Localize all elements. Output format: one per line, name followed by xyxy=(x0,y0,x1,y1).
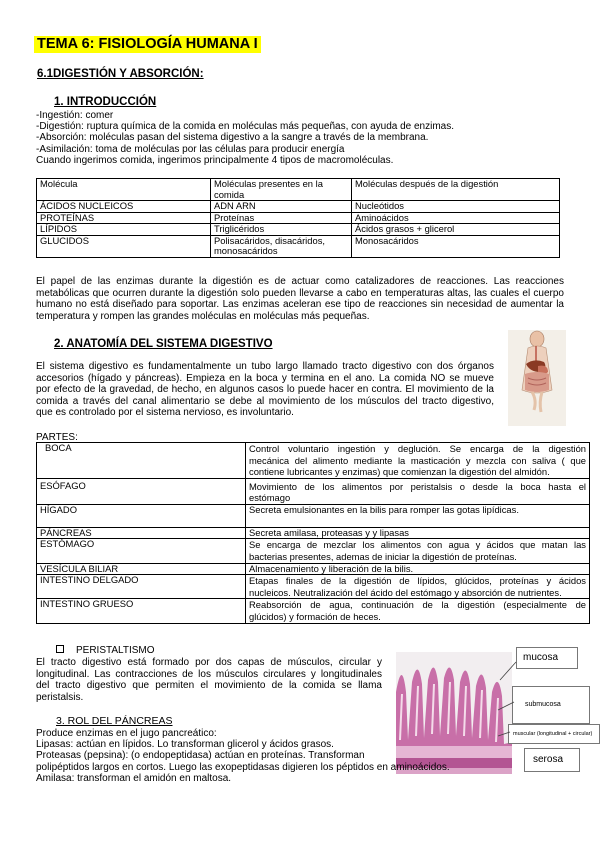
table-cell: ÁCIDOS NUCLEICOS xyxy=(37,201,211,213)
part-name: VESÍCULA BILIAR xyxy=(37,563,246,575)
intro-lines xyxy=(36,110,454,166)
muscular-label: muscular (longitudinal + circular) xyxy=(508,724,600,744)
table-cell: Nucleótidos xyxy=(352,201,560,213)
desc-line: bacterias presentes, ademas de iniciar la digestión de proteínas. xyxy=(249,551,517,563)
table-header-row xyxy=(37,179,560,201)
part-name: ESÓFAGO xyxy=(37,478,246,504)
table-row xyxy=(37,539,590,563)
desc-line: glúcidos) y formación de heces. xyxy=(249,610,381,622)
paragraph-line: El papel de las enzimas durante la digestión es de actuar como catalizadores de reacciones. Las reacciones xyxy=(36,276,564,287)
molecule-table xyxy=(36,178,560,258)
pancreas-lines xyxy=(36,728,450,784)
pancreas-line: polipéptidos largos en cortos. Luego las exopeptidasas digieren los péptidos en aminoácidos. xyxy=(36,761,450,773)
table-row xyxy=(37,575,590,599)
table-cell: Monosacáridos xyxy=(352,235,560,257)
table-cell: ADN ARN xyxy=(211,201,352,213)
table-row xyxy=(37,212,560,224)
paragraph-line: peristalsis. xyxy=(36,691,84,703)
desc-line: nucleicos. Neutralización del ácido del estómago y absorción de nutrientes. xyxy=(249,586,562,598)
desc-line: Control voluntario ingestión y deglución. Se encarga de la digestión xyxy=(249,443,586,454)
desc-line: Secreta emulsionantes en la bilis para romper las gotas lipídicas. xyxy=(249,503,519,515)
desc-line: Se encarga de mezclar los alimentos con agua y ácidos que matan las xyxy=(249,539,586,551)
table-cell: Proteínas xyxy=(211,212,352,224)
table-cell: GLUCIDOS xyxy=(37,235,211,257)
intro-line: Cuando ingerimos comida, ingerimos principalmente 4 tipos de macromoléculas. xyxy=(36,154,394,166)
paragraph-line: El sistema digestivo es fundamentalmente un tubo largo llamado tracto digestivo con dos órganos xyxy=(36,361,494,372)
part-name: BOCA xyxy=(37,443,246,479)
desc-line: Etapas finales de la digestión de lípidos, glúcidos, proteínas y ácidos xyxy=(249,575,586,587)
part-name: INTESTINO DELGADO xyxy=(37,575,246,599)
section-heading: 6.1DIGESTIÓN Y ABSORCIÓN: xyxy=(37,68,204,80)
table-header: Molécula xyxy=(37,179,211,201)
table-row xyxy=(37,443,590,479)
intro-heading: 1. INTRODUCCIÓN xyxy=(54,96,157,108)
page-title: TEMA 6: FISIOLOGÍA HUMANA I xyxy=(34,36,261,53)
pancreas-line: Produce enzimas en el jugo pancreático: xyxy=(36,728,217,739)
peristalsis-bullet xyxy=(56,645,155,656)
digestive-system-illustration xyxy=(508,330,566,426)
pancreas-line: Amilasa: transforman el amidón en maltosa. xyxy=(36,772,232,784)
peristalsis-paragraph xyxy=(36,657,382,703)
part-desc xyxy=(246,539,590,563)
desc-line: Reabsorción de agua, continuación de la digestión (especialmente de xyxy=(249,599,586,611)
submucosa-label: submucosa xyxy=(512,686,590,724)
table-header: Moléculas después de la digestión xyxy=(352,179,560,201)
part-desc xyxy=(246,575,590,599)
desc-line: Almacenamiento y liberación de la bilis. xyxy=(249,562,414,574)
table-header: Moléculas presentes en la comida xyxy=(211,179,352,201)
part-name: INTESTINO GRUESO xyxy=(37,599,246,623)
part-desc xyxy=(246,443,590,479)
part-desc xyxy=(246,478,590,504)
intro-line: -Ingestión: comer xyxy=(36,110,114,121)
paragraph-line: por efecto de la gravedad, de hecho, en algunos casos lo puede hacer en contra. El movimiento de la xyxy=(36,384,494,396)
part-name: PÁNCREAS xyxy=(37,527,246,539)
table-row xyxy=(37,201,560,213)
paragraph-line: El tracto digestivo está formado por dos capas de músculos, circular y xyxy=(36,657,382,668)
table-row xyxy=(37,599,590,623)
intro-line: -Absorción: moléculas pasan del sistema digestivo a la sangre a través de la membrana. xyxy=(36,132,429,144)
label-pointer-lines xyxy=(496,660,526,740)
pancreas-line: Proteasas (pepsina): (o endopeptidasa) actúan en proteínas. Transforman xyxy=(36,750,365,762)
intro-line: -Digestión: ruptura química de la comida en moléculas más pequeñas, con ayuda de enzimas. xyxy=(36,121,455,133)
table-row xyxy=(37,563,590,575)
part-desc xyxy=(246,563,590,575)
paragraph-line: temperatura y rompen las grandes moléculas en moléculas más pequeñas. xyxy=(36,310,370,322)
pancreas-heading: 3. ROL DEL PÁNCREAS xyxy=(56,715,173,727)
checkbox-bullet-icon xyxy=(56,645,64,653)
paragraph-line: comida a través del canal alimentario se debe al movimiento de los músculos del tracto digestivo, xyxy=(36,395,494,407)
paragraph-line: que es controlado por el sistema nervioso, es involuntario. xyxy=(36,407,294,419)
table-row xyxy=(37,527,590,539)
table-cell: Aminoácidos xyxy=(352,212,560,224)
parts-table xyxy=(36,442,590,624)
table-cell: Triglicéridos xyxy=(211,224,352,236)
desc-line: Secreta amilasa, proteasas y y lipasas xyxy=(249,526,409,538)
part-desc xyxy=(246,527,590,539)
serosa-label: serosa xyxy=(524,748,580,772)
table-cell: Polisacáridos, disacáridos, monosacáridos xyxy=(211,235,352,257)
paragraph-line: del tracto digestivo que permiten el movimiento de la comida se llama xyxy=(36,680,382,692)
part-desc xyxy=(246,504,590,527)
desc-line: mecánica del alimento mediante la masticación y mezcla con saliva ( que xyxy=(249,454,586,466)
mucosa-label: mucosa xyxy=(516,647,578,669)
anatomy-heading: 2. ANATOMÍA DEL SISTEMA DIGESTIVO xyxy=(54,338,273,350)
desc-line: Movimiento de los alimentos por peristalsis o desde la boca hasta el xyxy=(249,480,586,492)
bullet-label: PERISTALTISMO xyxy=(76,645,155,656)
desc-line: contiene lubricantes y enzimas) que comienzan la digestión del almidón. xyxy=(249,466,550,478)
paragraph-line: accesorios (hígado y páncreas). Empieza en la boca y termina en el ano. La comida NO se mueve xyxy=(36,372,494,384)
table-cell: LÍPIDOS xyxy=(37,224,211,236)
paragraph-line: humano no está diseñado para soportar. Las enzimas aceleran ese tipo de reacciones sin necesidad de aumentar la xyxy=(36,299,564,311)
desc-line: estómago xyxy=(249,492,291,504)
parts-label: PARTES: xyxy=(36,432,78,443)
table-row xyxy=(37,235,560,257)
table-row xyxy=(37,504,590,527)
part-name: HÍGADO xyxy=(37,504,246,527)
part-desc xyxy=(246,599,590,623)
table-row xyxy=(37,478,590,504)
enzymes-paragraph xyxy=(36,276,564,322)
pancreas-line: Lipasas: actúan en lípidos. Lo transforman glicerol y ácidos grasos. xyxy=(36,739,334,751)
table-cell: Ácidos grasos + glicerol xyxy=(352,224,560,236)
paragraph-line: metabólicas que ocurren durante la digestión solo pueden llevarse a cabo en temperaturas altas, las cuales el cuerpo xyxy=(36,287,564,299)
anatomy-paragraph xyxy=(36,361,494,419)
intro-line: -Asimilación: toma de moléculas por las células para producir energía xyxy=(36,143,345,155)
table-cell: PROTEÍNAS xyxy=(37,212,211,224)
part-name: ESTÓMAGO xyxy=(37,539,246,563)
paragraph-line: longitudinal. Las contracciones de los músculos circulares y longitudinales xyxy=(36,668,382,680)
table-row xyxy=(37,224,560,236)
